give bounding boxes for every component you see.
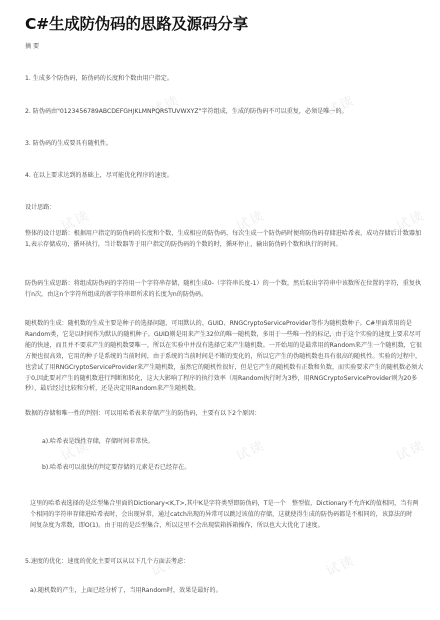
design-single-paragraph: 防伪码生成思路：将组成防伪码的字符用一个字符串存储，随机生成0-（字符串长度-1）的一个数，然后取出字符串中该数所在位置的字符，重复执行n次，由这n个字符所组成的新字符串即所求的长度为n的防伪码。	[25, 280, 422, 298]
abstract-heading: 摘 要	[25, 43, 40, 50]
requirement-item: 3. 防伪码的生成要具有随机性。	[25, 140, 112, 147]
speed-item: a).随机数的产生，上面已经分析了，当用Random时，效果是最好的。	[30, 587, 222, 594]
design-overall-paragraph: 整体的设计思路：根据用户指定的防伪码的长度和个数，生成相应的防伪码，每次生成一个防伪码时便将防伪码存储进哈希表，成功存储后计数器加1,表示存储成功，循环执行，当计数器等于用户指定的防伪码的个数的时，循环停止，输出防伪码个数和执行的时间。	[25, 230, 422, 248]
reason-item: b).哈希表可以很快的判定要存储的元素是否已经存在。	[42, 464, 191, 471]
watermark: 试读	[324, 323, 358, 350]
watermark: 试读	[149, 553, 183, 580]
watermark: 试读	[394, 208, 428, 235]
watermark: 试读	[59, 438, 93, 465]
watermark: 试读	[234, 208, 268, 235]
random-seed-paragraph: 随机数的生成：随机数的生成主要是种子的选择问题，可用默认的、GUID、RNGCryptoServiceProvider等作为随机数种子。C#里面常用的是Random类，它是以时间作为默认的随机种子。GUID则是用来产生32位的唯一随机数，多用于一些唯一性的标记，由于这个实验的速度上要求尽可能的快速，而且并不要求产生的随机数要唯一，所以在实验中并没有选择它来产生随机数。一开始用的是最常用的Random来产生一个随机数，它很方便也很高效，它用的种子是系统的当前时间，由于系统的当前时间是不断的变化的，所以它产生的伪随机数也具有很高的随机性。实验的过程中，也尝试了用RNGCryptoServiceProvider来产生随机数，虽然它的随机性很好，但是它产生的随机数有正数和负数，而实验要求产生的随机数必须大于0,因此要对产生的随机数进行判断和转化，这大大影响了程序的执行效率（用Random执行时为3秒，用RNGCryptoServiceProvider则为20多秒），最后经过比较和分析，还是决定用Random来产生随机数。	[25, 320, 424, 393]
watermark: 试读	[149, 323, 183, 350]
requirement-item: 1. 生成多个防伪码，防伪码的长度和个数由用户指定。	[25, 75, 173, 82]
requirement-item: 4. 在以上要求达到的基础上，尽可能优化程序的速度。	[25, 172, 173, 179]
document-title: C#生成防伪码的思路及源码分享	[25, 15, 248, 33]
watermark: 试读	[149, 93, 183, 120]
reason-item: a).哈希表是线性存储，存储时间非常快。	[42, 438, 154, 445]
watermark: 试读	[234, 438, 268, 465]
design-heading: 设计思路：	[25, 204, 56, 211]
speed-heading: 5.速度的优化：速度的优化主要可以从以下几个方面去考虑：	[25, 558, 190, 565]
watermark: 试读	[324, 553, 358, 580]
watermark: 试读	[394, 438, 428, 465]
requirement-item: 2. 防伪码由"0123456789ABCDEFGHJKLMNPQRSTUVWXYZ"字符组成，生成的防伪码不可以重复，必须是唯一的。	[25, 108, 348, 115]
dictionary-paragraph: 这里的哈希表选择的是泛型集合里面的Dictionary<K,T>,其中K是字符类型即防伪码，T是一个 整型值，Dictionary不允许K的值相同，当有两个相同的字符串存储进哈希表时，会出现异常，通过catch出现的异常可以跳过该值的存储，这就使得生成的防伪码都是不相同的，该算法的时 间复杂度为常数，即O(1)。由于用的是泛型集合，所以这里不会出现装箱拆箱操作，所以也大大优化了速度。	[30, 500, 419, 529]
storage-intro: 数据的存储和唯一性的判别：可以用哈希表来存储产生的防伪码，主要有以下2个原因：	[25, 410, 261, 417]
watermark: 试读	[324, 93, 358, 120]
watermark: 试读	[59, 208, 93, 235]
